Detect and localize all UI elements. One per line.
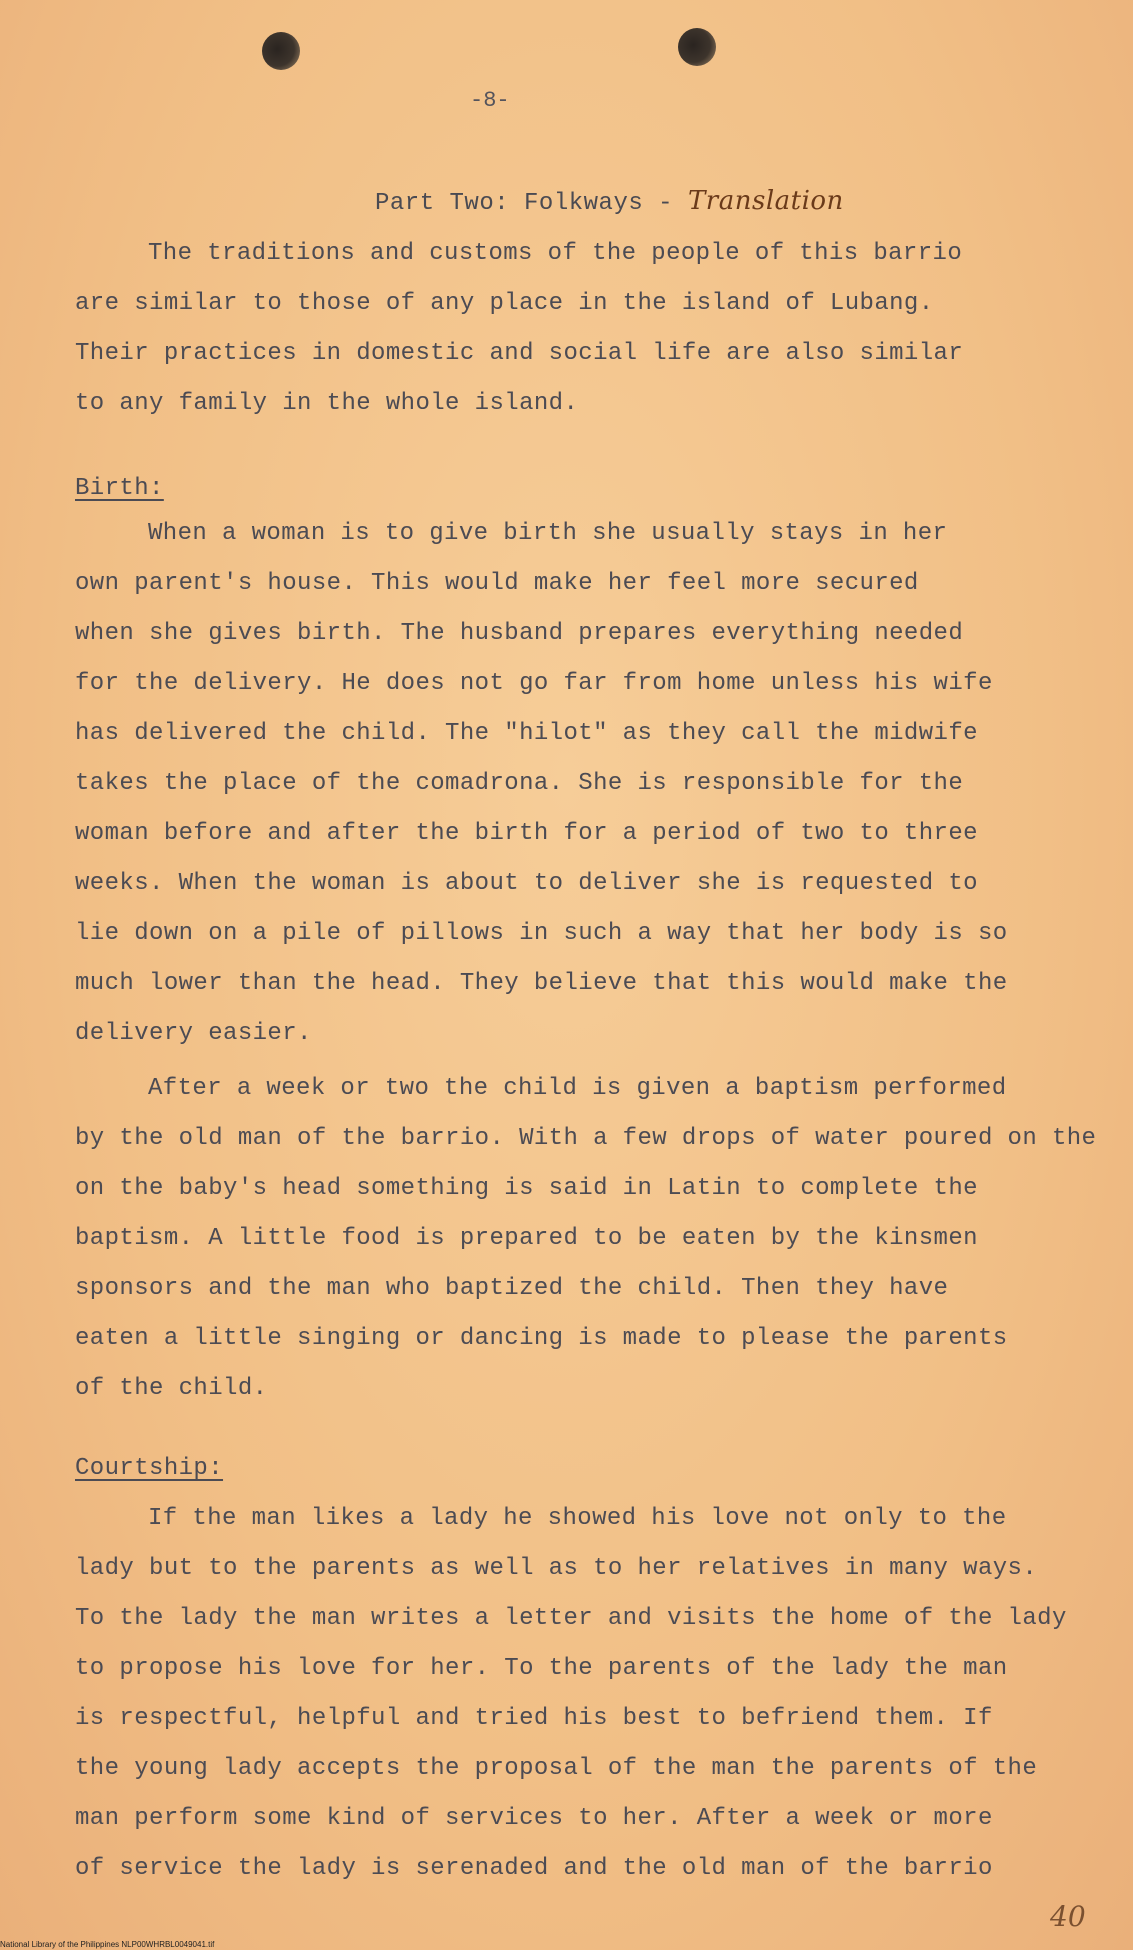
- punch-hole-right: [678, 28, 716, 66]
- courtship-line: is respectful, helpful and tried his best to befriend them. If: [75, 1705, 993, 1732]
- courtship-line: If the man likes a lady he showed his love not only to the: [148, 1505, 1007, 1532]
- courtship-line: To the lady the man writes a letter and visits the home of the lady: [75, 1605, 1067, 1632]
- baptism-line: After a week or two the child is given a baptism performed: [148, 1075, 1007, 1102]
- title-typed: Part Two: Folkways -: [375, 190, 674, 217]
- courtship-heading: Courtship:: [75, 1455, 224, 1482]
- birth-line: weeks. When the woman is about to deliver she is requested to: [75, 870, 978, 897]
- courtship-line: lady but to the parents as well as to her relatives in many ways.: [75, 1555, 1038, 1582]
- scan-footer: National Library of the Philippines NLP00WHRBL0049041.tif: [0, 1940, 215, 1949]
- title-handwritten: Translation: [687, 186, 844, 216]
- birth-line: own parent's house. This would make her feel more secured: [75, 570, 919, 597]
- birth-line: When a woman is to give birth she usually stays in her: [148, 520, 948, 547]
- birth-line: for the delivery. He does not go far from home unless his wife: [75, 670, 993, 697]
- intro-line: are similar to those of any place in the island of Lubang.: [75, 290, 934, 317]
- baptism-line: by the old man of the barrio. With a few drops of water poured on the: [75, 1125, 1097, 1152]
- intro-line: Their practices in domestic and social life are also similar: [75, 340, 964, 367]
- punch-hole-left: [262, 32, 300, 70]
- baptism-line: on the baby's head something is said in Latin to complete the: [75, 1175, 978, 1202]
- birth-line: lie down on a pile of pillows in such a way that her body is so: [75, 920, 1008, 947]
- baptism-line: sponsors and the man who baptized the child. Then they have: [75, 1275, 949, 1302]
- handwritten-initials: 40: [1050, 1900, 1086, 1933]
- birth-line: much lower than the head. They believe that this would make the: [75, 970, 1008, 997]
- courtship-line: the young lady accepts the proposal of the man the parents of the: [75, 1755, 1038, 1782]
- page-title: [375, 186, 844, 217]
- page-number: -8-: [470, 88, 510, 113]
- birth-line: woman before and after the birth for a period of two to three: [75, 820, 978, 847]
- birth-line: delivery easier.: [75, 1020, 312, 1047]
- baptism-line: eaten a little singing or dancing is made to please the parents: [75, 1325, 1008, 1352]
- courtship-line: to propose his love for her. To the parents of the lady the man: [75, 1655, 1008, 1682]
- birth-heading: Birth:: [75, 475, 164, 502]
- intro-line: to any family in the whole island.: [75, 390, 579, 417]
- courtship-line: of service the lady is serenaded and the old man of the barrio: [75, 1855, 993, 1882]
- birth-line: has delivered the child. The "hilot" as they call the midwife: [75, 720, 978, 747]
- intro-line: The traditions and customs of the people of this barrio: [148, 240, 963, 267]
- birth-line: takes the place of the comadrona. She is responsible for the: [75, 770, 964, 797]
- courtship-line: man perform some kind of services to her. After a week or more: [75, 1805, 993, 1832]
- baptism-line: baptism. A little food is prepared to be eaten by the kinsmen: [75, 1225, 978, 1252]
- baptism-line: of the child.: [75, 1375, 268, 1402]
- birth-line: when she gives birth. The husband prepares everything needed: [75, 620, 964, 647]
